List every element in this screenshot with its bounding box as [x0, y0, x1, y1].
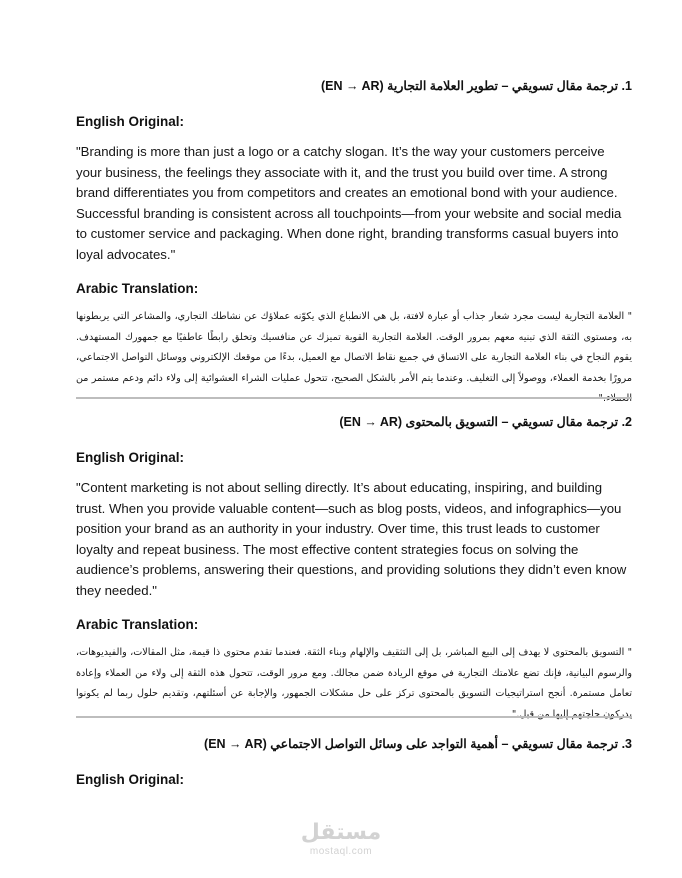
section-1: [76, 78, 632, 410]
section-3-english-label: English Original:: [76, 772, 185, 787]
watermark-arabic: مستقل: [300, 820, 382, 845]
section-2-english-text: "Content marketing is not about selling directly. It’s about educating, inspiring, and building trust. When you provide valuable content—such as blog posts, videos, and infographics—you position your brand as an authority in your industry. Over time, this trust leads to customer loyalty and repeat business. The most effective content strategies focus on solving the audience’s problems, answering their questions, and providing solutions they didn’t even know they needed.": [76, 480, 627, 598]
section-2-title: 2. ترجمة مقال تسويقي – التسويق بالمحتوى (EN → AR): [339, 415, 632, 429]
watermark-latin: mostaql.com: [309, 846, 373, 857]
section-3: [76, 736, 632, 789]
section-divider-2: [76, 716, 632, 718]
section-2-english-label: English Original:: [76, 450, 185, 465]
section-2-arabic-label: Arabic Translation:: [76, 617, 199, 632]
section-2: [76, 414, 632, 725]
section-1-title: 1. ترجمة مقال تسويقي – تطوير العلامة التجارية (EN → AR): [320, 79, 632, 93]
mostaql-watermark: [296, 820, 386, 858]
section-1-english-text: "Branding is more than just a logo or a catchy slogan. It’s the way your customers perceive your business, the feelings they associate with it, and the trust you build over time. A strong brand differentiates you from competitors and creates an emotional bond with your audience. Successful branding is consistent across all touchpoints—from your website and social media to customer service and packaging. When done right, branding transforms casual buyers into loyal advocates.": [76, 144, 622, 262]
section-1-arabic-label: Arabic Translation:: [76, 281, 199, 296]
section-1-arabic-text: " العلامة التجارية ليست مجرد شعار جذاب أو عبارة لافتة، بل هي الانطباع الذي يكوّنه عملاؤك عن نشاطك التجاري، والمشاعر التي يربطونها به، ومستوى الثقة الذي تبنيه معهم بمرور الوقت. العلامة التجارية القوية تميزك عن منافسيك وتخلق رابطًا عاطفيًا مع جمهورك المستهدف. يقوم النجاح في بناء العلامة التجارية على الاتساق في جميع نقاط الاتصال مع العميل، بدءًا من موقعك الإلكتروني ووسائل التواصل الاجتماعي، مرورًا بخدمة العملاء، ووصولاً إلى التغليف. وعندما يتم الأمر بالشكل الصحيح، تتحول عمليات الشراء العشوائية إلى ولاء دائم ودعم مستمر من العملاء.": [76, 311, 632, 404]
section-divider-1: [76, 397, 632, 399]
section-2-arabic-text: " التسويق بالمحتوى لا يهدف إلى البيع المباشر، بل إلى التثقيف والإلهام وبناء الثقة. فعندما تقدم محتوى ذا قيمة، مثل المقالات، والفيديوهات، والرسوم البيانية، فإنك تضع علامتك التجارية في موقع الريادة ضمن مجالك. ومع مرور الوقت، تتحول هذه الثقة إلى ولاء من العملاء وإعادة تعامل مستمرة. أنجح استراتيجيات التسويق بالمحتوى تركز على حل مشكلات الجمهور، والإجابة عن أسئلتهم، وتقديم حلول ربما لم يكونوا يدركون حاجتهم إليها من قبل.": [76, 647, 632, 720]
section-1-english-label: English Original:: [76, 114, 185, 129]
section-3-title: 3. ترجمة مقال تسويقي – أهمية التواجد على وسائل التواصل الاجتماعي (EN → AR): [204, 737, 632, 751]
